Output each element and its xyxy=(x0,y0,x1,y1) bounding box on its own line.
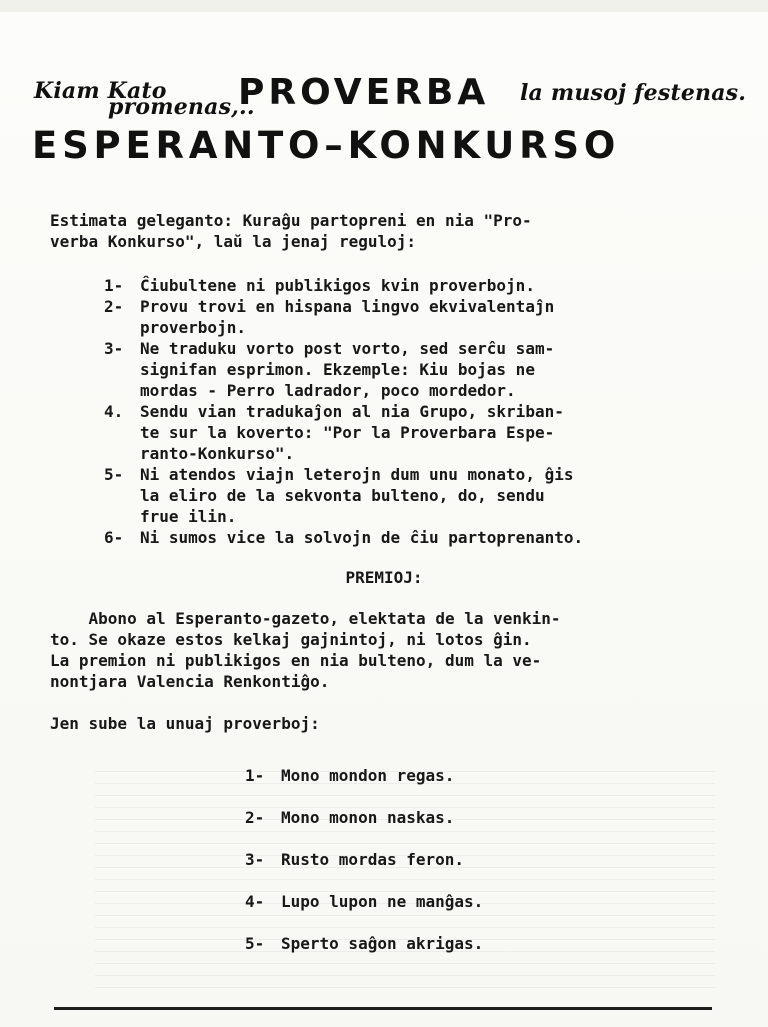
intro-line: verba Konkurso", laŭ la jenaj reguloj: xyxy=(50,232,417,251)
rule-number: 4. xyxy=(104,402,124,421)
proverb-item xyxy=(245,754,605,796)
rule-item xyxy=(104,275,744,296)
handwritten-note-right: la musoj festenas. xyxy=(520,80,747,106)
rule-number: 3- xyxy=(104,339,124,358)
intro-paragraph xyxy=(50,210,730,252)
title-line-1: PROVERBA xyxy=(238,72,490,113)
rule-line: proverbojn. xyxy=(140,318,246,337)
rule-line: mordas - Perro ladrador, poco mordedor. xyxy=(140,381,516,400)
rule-text xyxy=(140,401,744,464)
rule-item xyxy=(104,338,744,401)
handwritten-note-left-line1: Kiam Kato xyxy=(34,78,167,104)
intro-line: Estimata geleganto: Kuraĝu partopreni en nia "Pro- xyxy=(50,211,532,230)
rule-text xyxy=(140,527,744,548)
prizes-heading: PREMIOJ: xyxy=(345,568,423,587)
rule-number: 5- xyxy=(104,465,124,484)
rules-list xyxy=(104,275,744,548)
rule-line: te sur la koverto: "Por la Proverbara Espe- xyxy=(140,423,555,442)
rule-item xyxy=(104,527,744,548)
rule-line: Provu trovi en hispana lingvo ekvivalentaĵn xyxy=(140,297,555,316)
prize-line: La premion ni publikigos en nia bulteno, dum la ve- xyxy=(50,651,542,670)
proverb-number: 4- xyxy=(245,891,265,911)
rule-line: Ni sumos vice la solvojn de ĉiu partoprenanto. xyxy=(140,528,584,547)
proverb-number: 1- xyxy=(245,765,265,785)
proverbs-intro: Jen sube la unuaj proverboj: xyxy=(50,714,320,733)
rule-text xyxy=(140,296,744,338)
rule-line: Sendu vian tradukaĵon al nia Grupo, skriban- xyxy=(140,402,564,421)
prize-line: to. Se okaze estos kelkaj gajnintoj, ni lotos ĝin. xyxy=(50,630,532,649)
proverbs-list xyxy=(245,754,605,964)
rule-line: frue ilin. xyxy=(140,507,237,526)
rule-number: 1- xyxy=(104,276,124,295)
proverb-number: 5- xyxy=(245,933,265,953)
bottom-divider-line xyxy=(54,1007,712,1010)
rule-number: 6- xyxy=(104,528,124,547)
rule-line: la eliro de la sekvonta bulteno, do, sendu xyxy=(140,486,545,505)
rule-line: ranto-Konkurso". xyxy=(140,444,295,463)
rule-line: Ni atendos viajn leterojn dum unu monato, ĝis xyxy=(140,465,574,484)
handwritten-note-left-line2: promenas,.. xyxy=(108,94,255,120)
rule-text xyxy=(140,275,744,296)
rule-number: 2- xyxy=(104,297,124,316)
prize-line: Abono al Esperanto-gazeto, elektata de la venkin- xyxy=(50,609,561,628)
proverb-item xyxy=(245,880,605,922)
rule-line: Ne traduku vorto post vorto, sed serĉu sam- xyxy=(140,339,555,358)
proverb-text: Mono monon naskas. xyxy=(281,807,455,827)
proverb-item xyxy=(245,796,605,838)
page-top-edge xyxy=(0,0,768,12)
rule-item xyxy=(104,296,744,338)
proverb-number: 3- xyxy=(245,849,265,869)
proverb-text: Rusto mordas feron. xyxy=(281,849,465,869)
prizes-paragraph xyxy=(50,608,740,692)
rule-line: signifan esprimon. Ekzemple: Kiu bojas ne xyxy=(140,360,535,379)
title-line-2: ESPERANTO–KONKURSO xyxy=(32,124,621,167)
proverb-text: Sperto saĝon akrigas. xyxy=(281,933,484,953)
proverb-number: 2- xyxy=(245,807,265,827)
rule-item xyxy=(104,464,744,527)
proverb-text: Lupo lupon ne manĝas. xyxy=(281,891,484,911)
rule-item xyxy=(104,401,744,464)
prize-line: nontjara Valencia Renkontiĝo. xyxy=(50,672,330,691)
proverb-item xyxy=(245,922,605,964)
proverb-item xyxy=(245,838,605,880)
rule-text xyxy=(140,338,744,401)
proverb-text: Mono mondon regas. xyxy=(281,765,455,785)
rule-line: Ĉiubultene ni publikigos kvin proverbojn. xyxy=(140,276,535,295)
rule-text xyxy=(140,464,744,527)
